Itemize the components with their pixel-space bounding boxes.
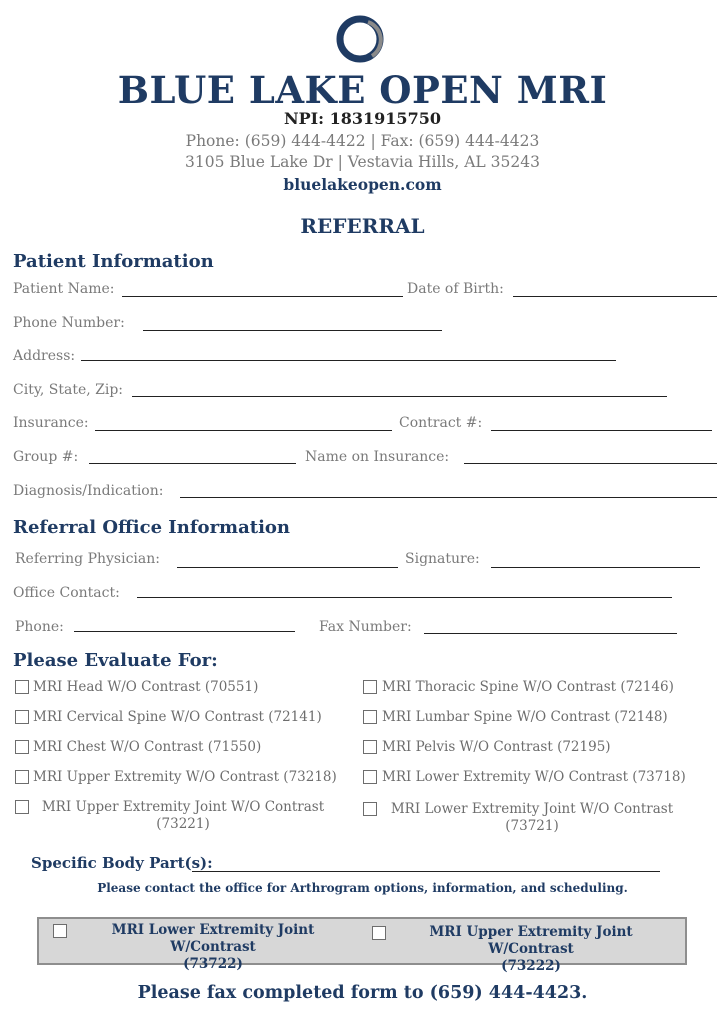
office-phone-field[interactable] <box>74 631 295 632</box>
city-state-zip-field[interactable] <box>132 396 667 397</box>
mri-chest-label: MRI Chest W/O Contrast (71550) <box>33 739 262 755</box>
address-field[interactable] <box>81 360 616 361</box>
contract-field[interactable] <box>491 430 712 431</box>
referring-physician-field[interactable] <box>177 567 398 568</box>
diagnosis-field[interactable] <box>180 497 717 498</box>
mri-upper-extremity-label: MRI Upper Extremity W/O Contrast (73218) <box>33 769 337 785</box>
mri-upper-joint-contrast-label <box>388 924 674 975</box>
upper-contrast-code: (73222) <box>501 958 561 974</box>
checkbox-mri-lumbar-spine[interactable] <box>363 710 377 724</box>
checkbox-mri-chest[interactable] <box>15 740 29 754</box>
contact-line: Phone: (659) 444-4422 | Fax: (659) 444-4423 <box>185 132 540 150</box>
office-phone-label: Phone: <box>15 619 64 635</box>
mri-lower-extremity-label: MRI Lower Extremity W/O Contrast (73718) <box>382 769 686 785</box>
checkbox-mri-upper-extremity[interactable] <box>15 770 29 784</box>
city-state-zip-label: City, State, Zip: <box>13 382 124 398</box>
website-link[interactable]: bluelakeopen.com <box>283 175 442 194</box>
npi: NPI: 1831915750 <box>284 109 441 128</box>
referring-physician-label: Referring Physician: <box>15 551 160 567</box>
checkbox-mri-head[interactable] <box>15 680 29 694</box>
referral-office-heading: Referral Office Information <box>13 517 291 538</box>
checkbox-mri-upper-joint-contrast[interactable] <box>372 926 386 940</box>
office-contact-field[interactable] <box>137 597 672 598</box>
patient-name-label: Patient Name: <box>13 281 115 297</box>
checkbox-mri-cervical-spine[interactable] <box>15 710 29 724</box>
mri-lower-joint-contrast-label <box>69 922 357 973</box>
checkbox-mri-lower-extremity[interactable] <box>363 770 377 784</box>
dob-field[interactable] <box>513 296 717 297</box>
mri-thoracic-spine-label: MRI Thoracic Spine W/O Contrast (72146) <box>382 679 674 695</box>
office-contact-label: Office Contact: <box>13 585 120 601</box>
mri-head-label: MRI Head W/O Contrast (70551) <box>33 679 259 695</box>
dob-label: Date of Birth: <box>407 281 504 297</box>
checkbox-mri-pelvis[interactable] <box>363 740 377 754</box>
arthrogram-note: Please contact the office for Arthrogram options, information, and scheduling. <box>97 881 628 895</box>
checkbox-mri-upper-extremity-joint[interactable] <box>15 800 29 814</box>
address-label: Address: <box>13 348 76 364</box>
signature-label: Signature: <box>405 551 480 567</box>
patient-info-heading: Patient Information <box>13 251 214 272</box>
checkbox-mri-thoracic-spine[interactable] <box>363 680 377 694</box>
group-field[interactable] <box>89 463 296 464</box>
fax-number-label: Fax Number: <box>319 619 412 635</box>
logo-icon <box>334 12 390 66</box>
name-on-insurance-label: Name on Insurance: <box>305 449 450 465</box>
fax-number-field[interactable] <box>424 633 677 634</box>
mri-lumbar-spine-label: MRI Lumbar Spine W/O Contrast (72148) <box>382 709 668 725</box>
name-on-insurance-field[interactable] <box>464 463 717 464</box>
lower-contrast-code: (73722) <box>183 956 243 972</box>
evaluate-heading: Please Evaluate For: <box>13 650 218 671</box>
upper-joint-code: (73221) <box>156 816 210 832</box>
signature-field[interactable] <box>491 567 700 568</box>
mri-pelvis-label: MRI Pelvis W/O Contrast (72195) <box>382 739 611 755</box>
form-title: REFERRAL <box>300 214 425 238</box>
phone-number-field[interactable] <box>143 330 442 331</box>
group-label: Group #: <box>13 449 79 465</box>
patient-name-field[interactable] <box>122 296 403 297</box>
upper-joint-line1: MRI Upper Extremity Joint W/O Contrast <box>41 799 325 815</box>
upper-contrast-line1: MRI Upper Extremity Joint W/Contrast <box>429 924 633 957</box>
mri-cervical-spine-label: MRI Cervical Spine W/O Contrast (72141) <box>33 709 322 725</box>
checkbox-mri-lower-extremity-joint[interactable] <box>363 802 377 816</box>
phone-number-label: Phone Number: <box>13 315 125 331</box>
org-name: BLUE LAKE OPEN MRI <box>117 68 608 112</box>
mri-lower-extremity-joint-label <box>381 801 683 835</box>
insurance-field[interactable] <box>95 430 392 431</box>
insurance-label: Insurance: <box>13 415 89 431</box>
lower-contrast-line1: MRI Lower Extremity Joint W/Contrast <box>111 922 315 955</box>
footer-fax-note: Please fax completed form to (659) 444-4423. <box>137 983 588 1003</box>
mri-upper-extremity-joint-label <box>33 799 333 833</box>
lower-joint-code: (73721) <box>505 818 559 834</box>
lower-joint-line1: MRI Lower Extremity Joint W/O Contrast <box>390 801 674 817</box>
body-part-label: Specific Body Part(s): <box>31 854 213 872</box>
checkbox-mri-lower-joint-contrast[interactable] <box>53 924 67 938</box>
body-part-field[interactable] <box>192 871 660 872</box>
diagnosis-label: Diagnosis/Indication: <box>13 483 164 499</box>
address-line: 3105 Blue Lake Dr | Vestavia Hills, AL 35243 <box>185 153 540 171</box>
contract-label: Contract #: <box>399 415 483 431</box>
